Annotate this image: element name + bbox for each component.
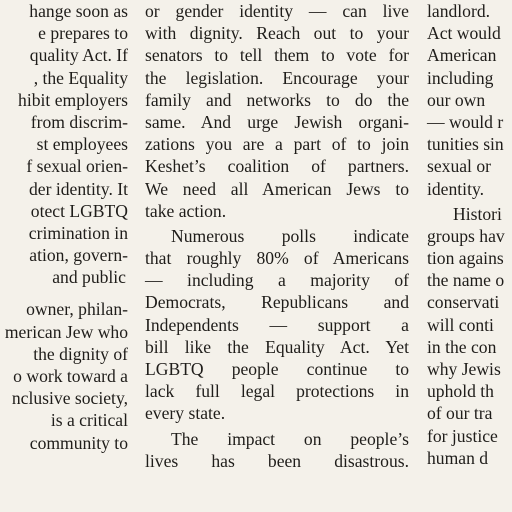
text-line: the legislation. Encourage your bbox=[145, 67, 409, 88]
article-column-middle bbox=[145, 0, 409, 472]
text-line: is a critical bbox=[50, 410, 128, 431]
text-line: take action. bbox=[145, 200, 227, 221]
text-line: merican Jew who bbox=[4, 321, 128, 342]
text-line: We need all American Jews to bbox=[145, 178, 409, 199]
text-line: landlord. bbox=[427, 1, 491, 21]
text-line: will conti bbox=[427, 314, 494, 335]
text-line: quality Act. If bbox=[29, 45, 128, 66]
text-line: owner, philan- bbox=[26, 299, 128, 320]
text-line: tion agains bbox=[427, 248, 504, 269]
text-line: Histori bbox=[453, 203, 502, 224]
text-line: f sexual orien- bbox=[26, 156, 128, 177]
text-line: otect LGBTQ bbox=[30, 200, 128, 221]
text-line: bill like the Equality Act. Yet bbox=[145, 336, 409, 357]
text-line: Act would bbox=[427, 23, 501, 44]
text-line: st employees bbox=[36, 134, 128, 155]
text-line: our own bbox=[427, 89, 486, 110]
text-line: uphold th bbox=[427, 381, 494, 402]
text-line: why Jewis bbox=[427, 359, 501, 379]
text-line: der identity. It bbox=[28, 178, 128, 199]
text-line: of our tra bbox=[427, 403, 493, 424]
text-line: LGBTQ people continue to bbox=[145, 359, 409, 379]
text-line: and public bbox=[52, 267, 126, 288]
text-line: Independents — support a bbox=[145, 314, 409, 335]
text-line: Democrats, Republicans and bbox=[145, 292, 409, 313]
text-line: with dignity. Reach out to your bbox=[145, 23, 409, 44]
text-line: the name o bbox=[427, 270, 505, 291]
text-line: hibit employers bbox=[18, 89, 128, 110]
text-line: from discrim- bbox=[30, 111, 128, 132]
text-line: including bbox=[427, 67, 494, 88]
article-column-left bbox=[0, 0, 128, 454]
text-line: The impact on people’s bbox=[171, 428, 409, 449]
text-line: groups hav bbox=[427, 225, 505, 246]
text-line: every state. bbox=[145, 403, 226, 424]
text-line: or gender identity — can live bbox=[145, 1, 409, 21]
text-line: Numerous polls indicate bbox=[171, 225, 409, 246]
text-line: lives has been disastrous. bbox=[145, 450, 409, 471]
text-line: that roughly 80% of Americans bbox=[145, 248, 409, 269]
text-line: zations you are a part of to join bbox=[145, 134, 409, 155]
text-line: identity. bbox=[427, 178, 485, 199]
text-line: ation, govern- bbox=[29, 245, 128, 266]
text-line: American bbox=[427, 45, 497, 66]
text-line: senators to tell them to vote for bbox=[145, 45, 409, 66]
text-line: , the Equality bbox=[33, 67, 128, 88]
text-line: nclusive society, bbox=[11, 388, 128, 409]
text-line: crimination in bbox=[28, 222, 128, 243]
text-line: human d bbox=[427, 447, 489, 468]
text-line: family and networks to do the bbox=[145, 89, 409, 110]
text-line: — would r bbox=[427, 111, 504, 132]
text-line: e prepares to bbox=[38, 23, 128, 44]
text-line: for justice bbox=[427, 425, 498, 446]
text-line: the dignity of bbox=[33, 343, 128, 364]
text-line: same. And urge Jewish organi- bbox=[145, 111, 409, 132]
text-line: o work toward a bbox=[13, 366, 128, 386]
article-column-right bbox=[427, 0, 512, 469]
text-line: in the con bbox=[427, 336, 497, 357]
text-line: — including a majority of bbox=[145, 270, 409, 291]
text-line: lack full legal protections in bbox=[145, 381, 409, 402]
paragraph-gap bbox=[0, 288, 128, 298]
text-line: hange soon as bbox=[29, 1, 128, 21]
text-line: community to bbox=[29, 432, 128, 453]
text-line: tunities sin bbox=[427, 134, 504, 155]
text-line: Keshet’s coalition of partners. bbox=[145, 156, 409, 177]
text-line: sexual or bbox=[427, 156, 492, 177]
text-line: conservati bbox=[427, 292, 500, 313]
